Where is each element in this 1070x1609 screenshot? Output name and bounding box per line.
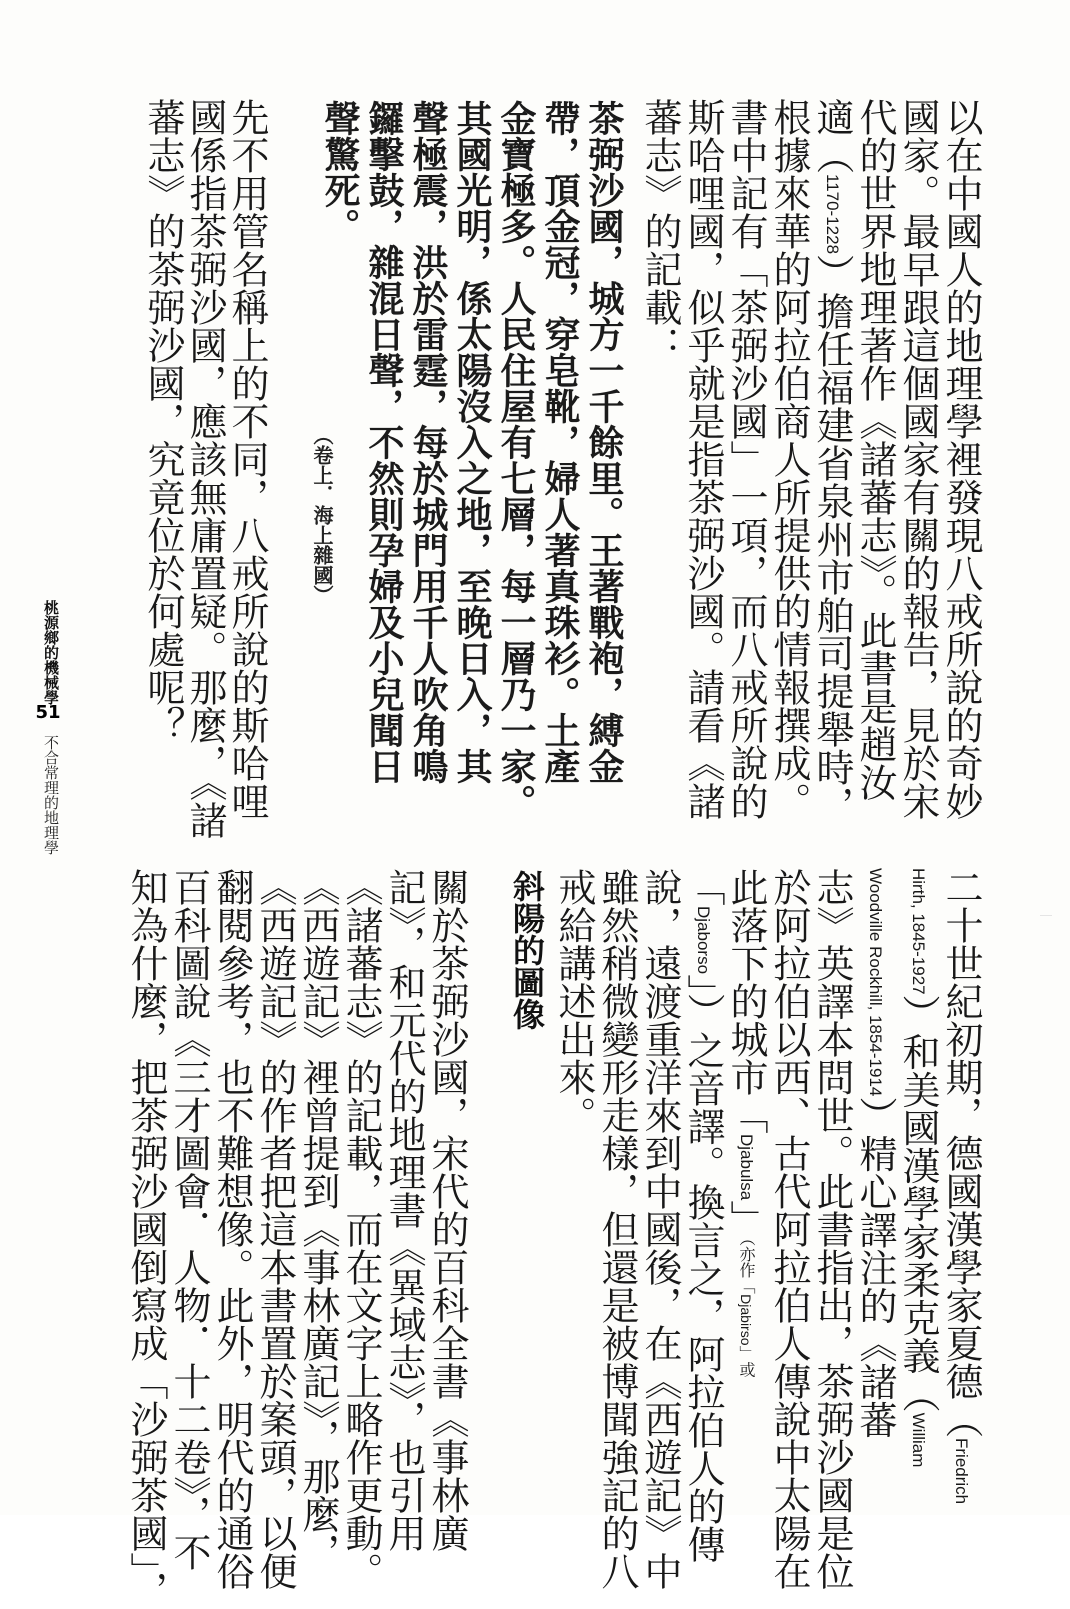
quote-column: 鑼擊鼓，雜混日聲，不然則孕婦及小兒聞日 — [363, 100, 404, 784]
text-fragment: （亦作「 — [737, 1238, 756, 1295]
latin-name: Woodville Rockhill, 1854-1914 — [866, 868, 885, 1097]
text-column — [721, 868, 768, 1378]
quote-column: 其國光明，係太陽沒入之地，至晚日入，其 — [451, 100, 492, 784]
latin-name: Friedrich — [952, 1438, 971, 1505]
text-column: 《西遊記》裡曾提到《事林廣記》，那麼， — [296, 868, 340, 1571]
quote-column: 帶，頂金冠，穿皂靴，婦人著真珠衫。土產 — [539, 100, 580, 784]
text-column: 蕃志》的記載： — [638, 98, 682, 364]
text-column: 根據來華的阿拉伯商人所提供的情報撰成。 — [767, 98, 811, 820]
text-column: 《西遊記》的作者把這本書置於案頭，以便 — [253, 868, 297, 1590]
text-column: 記》，和元代的地理書《異域志》，也引用 — [382, 868, 426, 1552]
latin-name: William — [909, 1412, 928, 1468]
text-column: 關於茶弼沙國，宋代的百科全書《事林廣 — [425, 868, 469, 1552]
text-column: 雖然稍微變形走樣，但還是被博聞強記的八 — [595, 868, 639, 1590]
quote-column: 茶弼沙國，城方一千餘里。王著戰袍，縛金 — [583, 100, 624, 784]
text-column — [936, 868, 983, 1505]
text-column: 說，遠渡重洋來到中國後，在《西遊記》中 — [638, 868, 682, 1590]
section-heading: 斜陽的圖像 — [508, 870, 546, 1030]
year-range: 1170-1228 — [823, 174, 842, 255]
text-fragment: ）和美國漢學家柔克義（ — [896, 994, 940, 1413]
latin-name: Hirth, 1845-1927 — [909, 868, 928, 995]
quote-column: 聲驚死。 — [319, 100, 360, 244]
text-column: 代的世界地理著作《諸蕃志》。此書是趙汝 — [853, 98, 897, 801]
text-column: 翻閱參考，也不難想像。此外，明代的通俗 — [210, 868, 254, 1590]
page-number: 51 — [35, 702, 61, 723]
text-fragment: ）擔任福建省泉州市舶司提舉時， — [810, 254, 854, 825]
text-column: 斯哈哩國，似乎就是指茶弼沙國。請看《諸 — [681, 98, 725, 820]
latin-name: Djabulsa — [737, 1134, 756, 1201]
chapter-title: 不合常理的地理學 — [42, 735, 60, 855]
text-fragment: 二十世紀初期，德國漢學家夏德（ — [939, 868, 983, 1438]
text-column: 蕃志》的茶弼沙國，究竟位於何處呢？ — [141, 98, 185, 744]
text-column — [850, 868, 897, 1439]
book-title: 桃源鄉的機械學 — [42, 600, 60, 705]
latin-name: Djaborso — [694, 906, 713, 975]
text-column — [893, 868, 940, 1468]
text-column: 志》英譯本問世。此書指出，茶弼沙國是位 — [810, 868, 854, 1590]
text-column: 戒給講述出來。 — [552, 868, 596, 1134]
text-fragment: 適（ — [810, 98, 854, 174]
latin-name: Djabirso — [738, 1294, 754, 1346]
text-column: 百科圖說《三才圖會．人物．十二卷》，不 — [167, 868, 211, 1571]
citation: （卷上．海上雜國） — [310, 425, 334, 605]
text-column: 於阿拉伯以西、古代阿拉伯人傳說中太陽在 — [767, 868, 811, 1590]
text-column: 國係指茶弼沙國，應該無庸置疑。那麼，《諸 — [183, 98, 227, 839]
text-column — [807, 98, 854, 825]
text-column: 先不用管名稱上的不同，八戒所說的斯哈哩 — [225, 98, 269, 820]
scan-mark — [1040, 915, 1052, 916]
text-column: 《諸蕃志》的記載，而在文字上略作更動。 — [339, 868, 383, 1590]
text-column: 國家。最早跟這個國家有關的報告，見於宋 — [896, 98, 940, 820]
text-column: 書中記有「茶弼沙國」一項，而八戒所說的 — [724, 98, 768, 820]
text-fragment: 「 — [681, 868, 725, 906]
text-column: 知為什麼，把茶弼沙國倒寫成「沙弼茶國」， — [124, 868, 168, 1609]
text-fragment: 此落下的城市「 — [724, 868, 768, 1134]
text-fragment: 」）之音譯。換言之，阿拉伯人的傳 — [681, 974, 725, 1564]
quote-column: 聲極震，洪於雷霆，每於城門用千人吹角鳴 — [407, 100, 448, 784]
text-column: 以在中國人的地理學裡發現八戒所說的奇妙 — [939, 98, 983, 820]
quote-column: 金寶極多。人民住屋有七層，每一層乃一家。 — [495, 100, 536, 820]
text-column — [678, 868, 725, 1564]
text-fragment: 」 — [724, 1200, 768, 1239]
text-fragment: 」或 — [737, 1345, 756, 1378]
text-fragment: ）精心譯注的《諸蕃 — [853, 1096, 897, 1439]
